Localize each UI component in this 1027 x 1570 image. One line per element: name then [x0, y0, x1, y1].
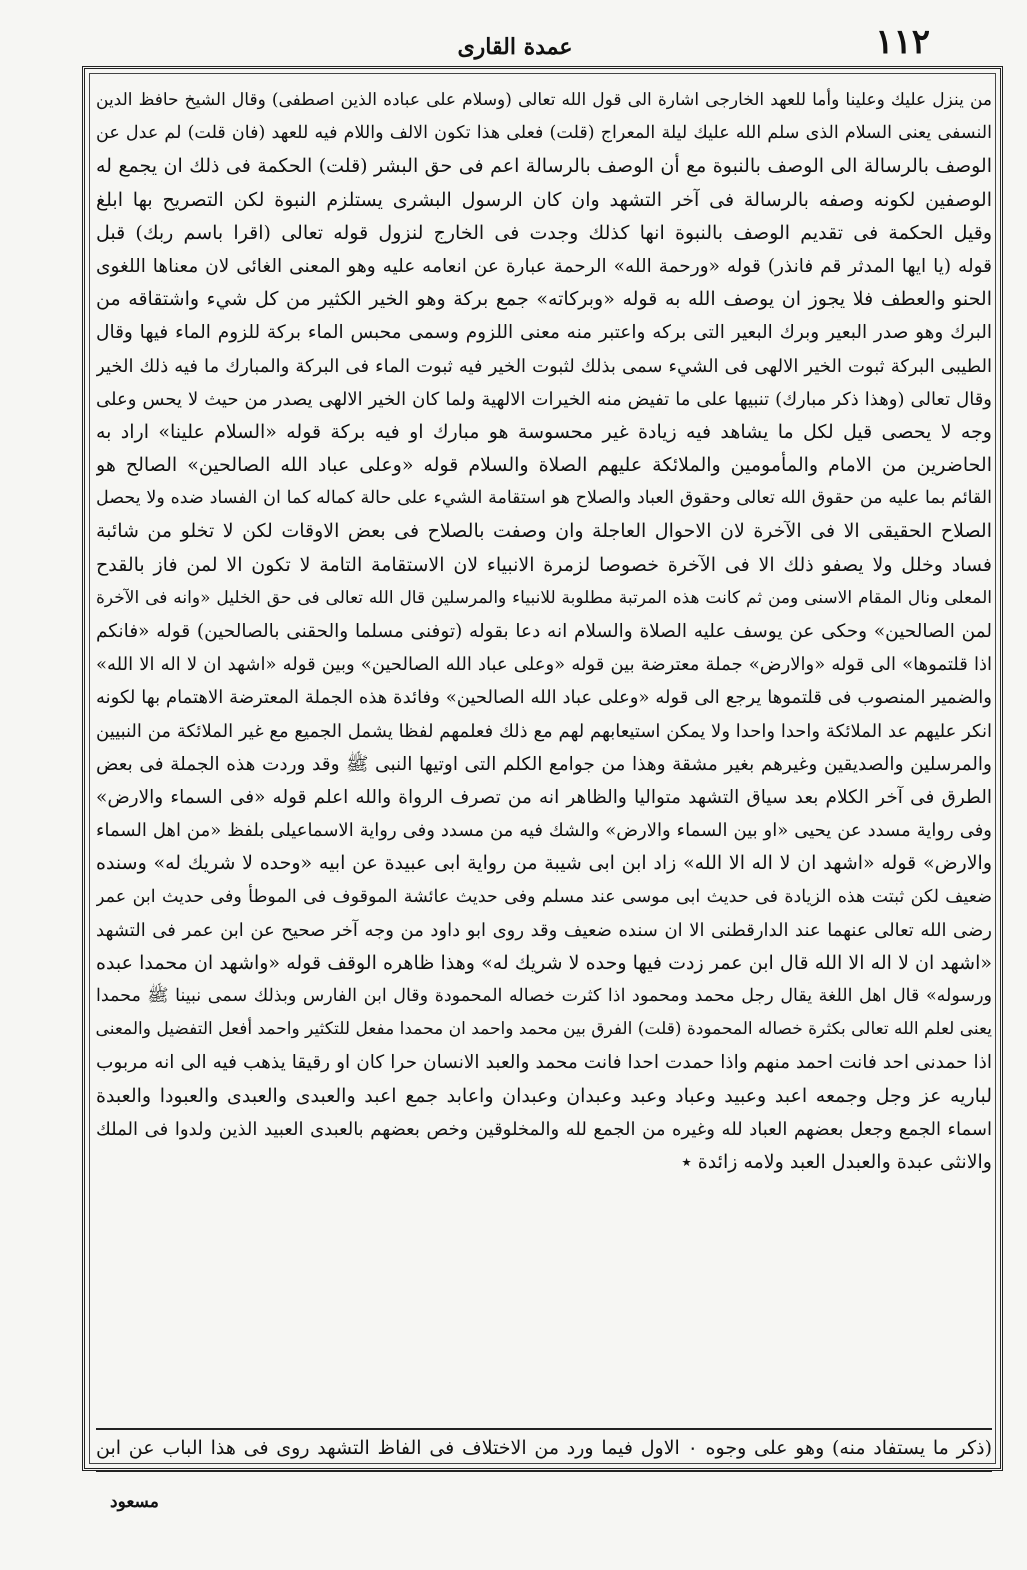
text-line: الحاضرين من الامام والمأمومين والملائكة عليهم الصلاة والسلام قوله «وعلى عباد الله الصالحين» الصالح هو	[96, 454, 992, 477]
text-line: اسماء الجمع وجعل بعضهم العباد لله وغيره من الجمع لله والمخلوقين وخص بعضهم بالعبدى العبيد الذين ولدوا فى الملك	[96, 1118, 992, 1140]
text-line: الوصف بالرسالة الى الوصف بالنبوة مع أن الوصف بالرسالة اعم فى حق البشر (قلت) الحكمة فى ذلك ان يجمع له	[96, 155, 992, 178]
text-line: انكر عليهم عد الملائكة واحدا واحدا ولا يمكن استيعابهم لهم مع ذلك فعلمهم لفظا يشمل الجميع مع غير الملائكة من النبيين	[96, 720, 992, 742]
text-line: قوله (يا ايها المدثر قم فانذر) قوله «ورحمة الله» الرحمة عبارة عن انعامه عليه وهو المعنى الغائى لان معناها اللغوى	[96, 255, 992, 277]
text-line: «اشهد ان لا اله الا الله قال ابن عمر زدت فيها وحده لا شريك له» وهذا ظاهره الوقف قوله «واشهد ان محمدا عبده	[96, 951, 992, 974]
text-line: القائم بما عليه من حقوق الله تعالى وحقوق العباد والصلاح هو استقامة الشيء على حالة كماله كما ان الفساد ضده ولا يحصل	[96, 488, 992, 509]
text-line: والمرسلين والصديقين وغيرهم بغير مشقة وهذا من جوامع الكلم التى اوتيها النبى ﷺ وقد وردت هذه الجملة فى بعض	[96, 753, 992, 775]
text-line: ورسوله» قال اهل اللغة يقال رجل محمد ومحمود اذا كثرت خصاله المحمودة وقال ابن الفارس وبذلك سمى نبينا ﷺ محمدا	[96, 986, 992, 1007]
text-line: وقال تعالى (وهذا ذكر مبارك) تنبيها على ما تفيض منه الخيرات الالهية ولما كان الخير الالهى يصدر من حيث لا يحس وعلى	[96, 388, 992, 410]
text-line: المعلى ونال المقام الاسنى ومن ثم كانت هذه المرتبة مطلوبة للانبياء والمرسلين قال الله تعالى فى حق الخليل «وانه فى الآخرة	[96, 587, 992, 608]
text-line: رضى الله تعالى عنهما عند الدارقطنى الا ان سنده ضعيف وقد روى ابو داود من وجه آخر صحيح عن ابن عمر فى التشهد	[96, 919, 992, 941]
text-line: النسفى يعنى السلام الذى سلم الله عليك ليلة المعراج (قلت) فعلى هذا تكون الالف واللام فيه للعهد (فان قلت) لم عدل عن	[96, 123, 992, 144]
page-number: ١١٢	[875, 22, 930, 62]
main-text	[96, 84, 992, 1179]
text-line: اذا حمدنى احد فانت احمد منهم واذا حمدت احدا فانت محمد والعبد الانسان حرا كان او رقيقا يذهب فيه الى انه مربوب	[96, 1052, 992, 1074]
text-line: وقيل الحكمة فى تقديم الوصف بالنبوة انها كذلك وجدت فى الخارج لنزول قوله تعالى (اقرا باسم ربك) قبل	[96, 221, 992, 244]
text-line: الطيبى البركة ثبوت الخير الالهى فى الشيء سمى بذلك لثبوت الخير فيه ثبوت الماء فى البركة والمبارك ما فيه ذلك الخير	[96, 355, 992, 377]
text-line: وجه لا يحصى قيل لكل ما يشاهد فيه زيادة غير محسوسة هو مبارك او فيه بركة قوله «السلام علينا» اراد به	[96, 420, 992, 443]
text-line: فساد وخلل ولا يصفو ذلك الا فى الآخرة خصوصا لزمرة الانبياء لان الاستقامة التامة لا تكون الا لمن فاز بالقدح	[96, 553, 992, 576]
text-line: لباريه عز وجل وجمعه اعبد وعبيد وعباد وعبد وعبدان وعبدان واعابد جمع اعبد والعبدى والعبدى والعبودا والعبدة	[96, 1084, 992, 1107]
catchword: مسعود	[110, 1492, 159, 1512]
text-line: اذا قلتموها» الى قوله «والارض» جملة معترضة بين قوله «وعلى عباد الله الصالحين» وبين قوله «اشهد ان لا اله الا الله»	[96, 654, 992, 676]
text-line: البرك وهو صدر البعير وبرك البعير التى بركه واعتبر منه معنى اللزوم وسمى محبس الماء بركة للزوم الماء فيها وقال	[96, 322, 992, 344]
text-line: ضعيف لكن ثبتت هذه الزيادة فى حديث ابى موسى عند مسلم وفى حديث عائشة الموقوف فى الموطأ وفى حديث ابن عمر	[96, 886, 992, 907]
text-line: والضمير المنصوب فى قلتموها يرجع الى قوله «وعلى عباد الله الصالحين» وفائدة هذه الجملة المعترضة الاهتمام بها لكونه	[96, 687, 992, 709]
text-line: يعنى لعلم الله تعالى بكثرة خصاله المحمودة (قلت) الفرق بين محمد واحمد ان محمدا مفعل للتكثير واحمد أفعل التفضيل والمعنى	[96, 1019, 992, 1040]
text-line: والارض» قوله «اشهد ان لا اله الا الله» زاد ابن ابى شيبة من رواية ابى عبيدة عن ابيه «وحده لا شريك له» وسنده	[96, 852, 992, 875]
text-line: الصلاح الحقيقى الا فى الآخرة لان الاحوال العاجلة وان وصفت بالصلاح فى بعض الاوقات لكن لا تخلو من شائبة	[96, 520, 992, 543]
section-heading-line: (ذكر ما يستفاد منه) وهو على وجوه ٠ الاول فيما ورد من الاختلاف فى الفاظ التشهد روى فى هذا الباب عن ابن	[96, 1437, 992, 1459]
section-text	[96, 1432, 992, 1465]
bottom-rule	[96, 1470, 992, 1472]
text-line: لمن الصالحين» وحكى عن يوسف عليه الصلاة والسلام انه دعا بقوله (توفنى مسلما والحقنى بالصالحين) قوله «فانكم	[96, 621, 992, 642]
text-line: الوصفين لكونه وصفه بالرسالة فى آخر التشهد وان كان الرسول البشرى يستلزم النبوة لكن التصريح بها ابلغ	[96, 188, 992, 211]
running-title: عمدة القارى	[457, 34, 573, 60]
text-line: والانثى عبدة والعبدل العبد ولامه زائدة ٭	[681, 1151, 992, 1173]
text-line: وفى رواية مسدد عن يحيى «او بين السماء والارض» والشك فيه من مسدد وفى رواية الاسماعيلى بلفظ «من اهل السماء	[96, 820, 992, 842]
text-line: من ينزل عليك وعلينا وأما للعهد الخارجى اشارة الى قول الله تعالى (وسلام على عباده الذين اصطفى) وقال الشيخ حافظ الدين	[96, 90, 992, 110]
section-divider	[96, 1428, 992, 1430]
text-line: الطرق فى آخر الكلام بعد سياق التشهد متواليا والظاهر انه من تصرف الرواة والله اعلم قوله «فى السماء والارض»	[96, 786, 992, 808]
text-line: الحنو والعطف فلا يجوز ان يوصف الله به قوله «وبركاته» جمع بركة وهو الخير الكثير من كل شيء واشتقاقه من	[96, 288, 992, 311]
